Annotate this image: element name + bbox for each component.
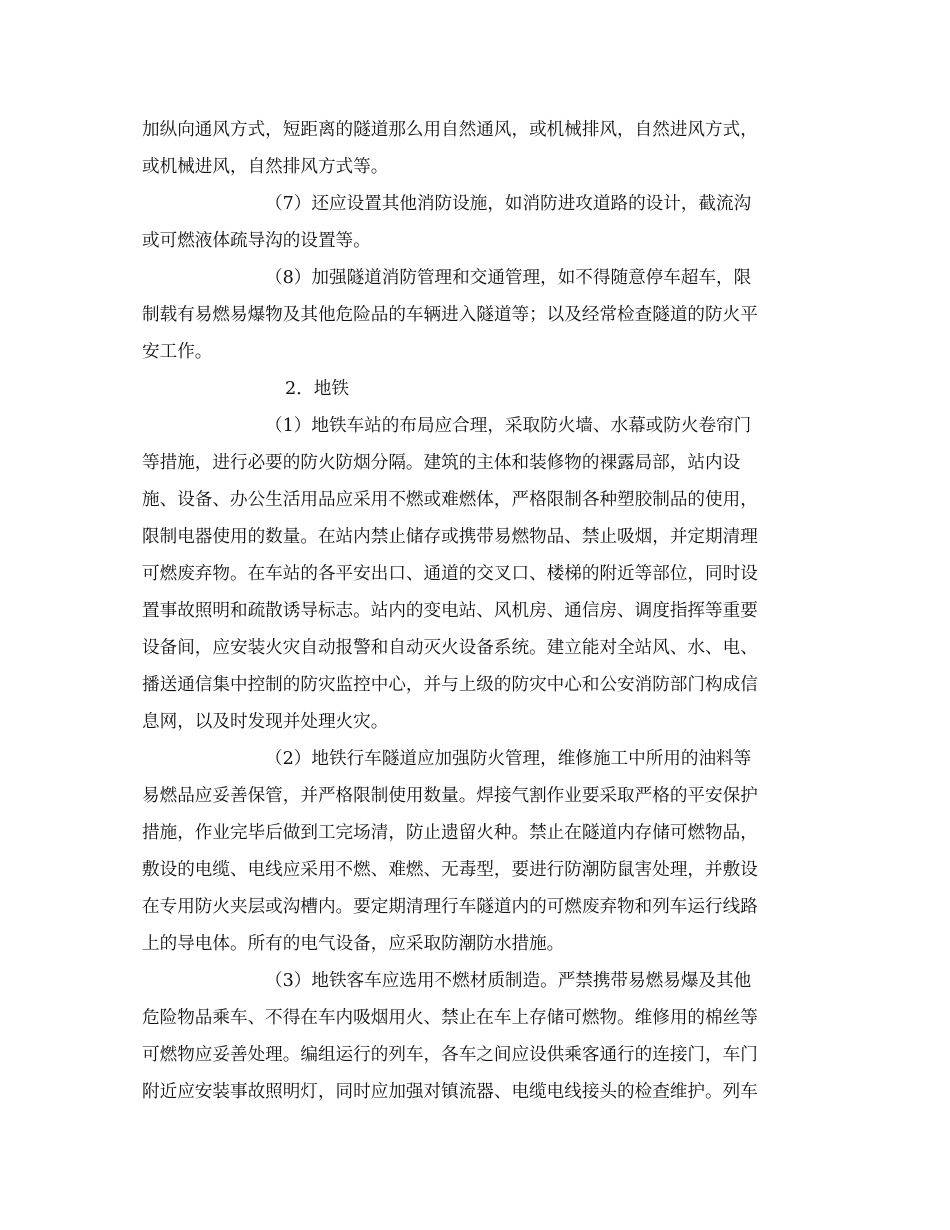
text-line: （7）还应设置其他消防设施，如消防进攻道路的设计，截流沟 bbox=[265, 194, 752, 214]
text-line: 息网，以及时发现并处理火灾。 bbox=[142, 712, 389, 732]
text-line: 上的导电体。所有的电气设备，应采取防潮防水措施。 bbox=[142, 934, 565, 954]
section-heading: 2．地铁 bbox=[285, 379, 349, 399]
text-line: （3）地铁客车应选用不燃材质制造。严禁携带易燃易爆及其他 bbox=[265, 971, 752, 991]
text-line: 施、设备、办公生活用品应采用不燃或难燃体，严格限制各种塑胶制品的使用， bbox=[142, 490, 758, 510]
text-line: 加纵向通风方式，短距离的隧道那么用自然通风，或机械排风，自然进风方式， bbox=[142, 120, 758, 140]
text-line: 或机械进风，自然排风方式等。 bbox=[142, 157, 389, 177]
text-line: （2）地铁行车隧道应加强防火管理，维修施工中所用的油料等 bbox=[265, 749, 752, 769]
text-line: 等措施，进行必要的防火防烟分隔。建筑的主体和装修物的裸露局部，站内设 bbox=[142, 453, 741, 473]
text-line: 措施，作业完毕后做到工完场清，防止遗留火种。禁止在隧道内存储可燃物品， bbox=[142, 823, 758, 843]
text-line: 设备间，应安装火灾自动报警和自动灭火设备系统。建立能对全站风、水、电、 bbox=[142, 638, 758, 658]
text-line: 可燃废弃物。在车站的各平安出口、通道的交叉口、楼梯的附近等部位，同时设 bbox=[142, 564, 758, 584]
text-line: 可燃物应妥善处理。编组运行的列车，各车之间应设供乘客通行的连接门，车门 bbox=[142, 1045, 758, 1065]
text-line: （8）加强隧道消防管理和交通管理，如不得随意停车超车，限 bbox=[265, 268, 752, 288]
text-line: 置事故照明和疏散诱导标志。站内的变电站、风机房、通信房、调度指挥等重要 bbox=[142, 601, 758, 621]
text-line: （1）地铁车站的布局应合理，采取防火墙、水幕或防火卷帘门 bbox=[265, 416, 752, 436]
text-line: 限制电器使用的数量。在站内禁止储存或携带易燃物品、禁止吸烟，并定期清理 bbox=[142, 527, 758, 547]
text-line: 危险物品乘车、不得在车内吸烟用火、禁止在车上存储可燃物。维修用的棉丝等 bbox=[142, 1008, 758, 1028]
text-line: 附近应安装事故照明灯，同时应加强对镇流器、电缆电线接头的检查维护。列车 bbox=[142, 1082, 758, 1102]
text-line: 播送通信集中控制的防灾监控中心，并与上级的防灾中心和公安消防部门构成信 bbox=[142, 675, 758, 695]
text-line: 或可燃液体疏导沟的设置等。 bbox=[142, 231, 371, 251]
text-line: 敷设的电缆、电线应采用不燃、难燃、无毒型，要进行防潮防鼠害处理，并敷设 bbox=[142, 860, 758, 880]
text-line: 易燃品应妥善保管，并严格限制使用数量。焊接气割作业要采取严格的平安保护 bbox=[142, 786, 758, 806]
text-line: 制载有易燃易爆物及其他危险品的车辆进入隧道等；以及经常检查隧道的防火平 bbox=[142, 305, 758, 325]
text-line: 在专用防火夹层或沟槽内。要定期清理行车隧道内的可燃废弃物和列车运行线路 bbox=[142, 897, 758, 917]
text-line: 安工作。 bbox=[142, 342, 213, 362]
